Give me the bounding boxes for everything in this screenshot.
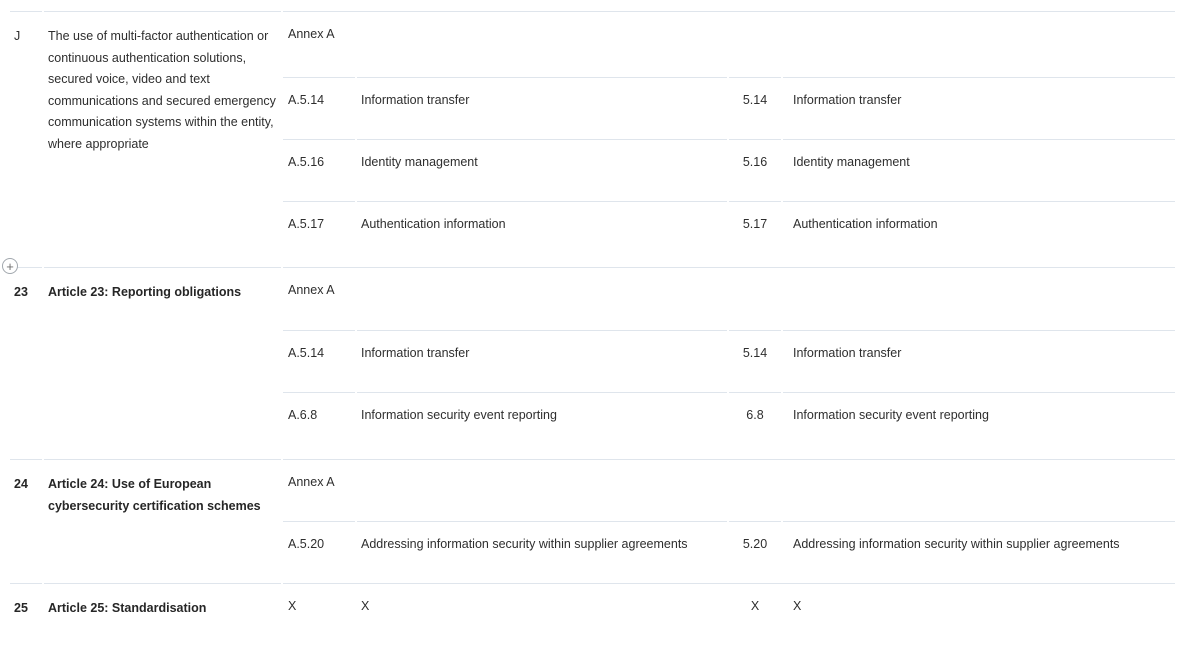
row-id: 24 [10,459,42,583]
annex-control-name: X [361,599,370,613]
article-title: Article 25: Standardisation [44,583,281,646]
iso-control-name: Information security event reporting [783,392,1175,459]
iso-code: 5.14 [729,330,781,392]
iso-code: X [750,599,760,613]
iso-control-name: Information transfer [783,330,1175,392]
iso-control-name: Authentication information [783,201,1175,267]
annex-control-name: Information transfer [357,77,727,139]
annex-code: A.5.17 [283,201,355,267]
mapping-group [283,583,1175,646]
annex-control-name: Identity management [357,139,727,201]
row-id: 25 [10,583,42,646]
row-id: 23 [10,267,42,459]
mapping-row [283,77,1175,139]
iso-control-name [783,460,1175,521]
annex-code: A.5.20 [283,521,355,583]
mapping-row [283,584,1175,646]
annex-control-name: Information security event reporting [357,392,727,459]
iso-code: 5.20 [729,521,781,583]
mapping-row [283,268,1175,330]
mapping-row [283,460,1175,521]
annex-control-name: Information transfer [357,330,727,392]
iso-code [729,268,781,330]
mapping-row [283,139,1175,201]
annex-control-name [357,460,727,521]
article-title: Article 23: Reporting obligations [44,267,281,459]
table-row [10,11,1175,267]
framework-label: Annex A [288,27,335,41]
annex-code: A.5.16 [283,139,355,201]
annex-control-name: Addressing information security within supplier agreements [357,521,727,583]
mapping-group [283,11,1175,267]
mapping-row [283,12,1175,77]
annex-control-name: Authentication information [357,201,727,267]
iso-code: 6.8 [729,392,781,459]
mapping-table [10,0,1175,646]
mapping-group [283,267,1175,459]
iso-code: 5.14 [729,77,781,139]
table-row [10,583,1175,646]
iso-control-name [783,12,1175,77]
annex-code: X [288,599,297,613]
mapping-group [283,459,1175,583]
framework-label: Annex A [288,475,335,489]
annex-control-name [357,268,727,330]
iso-code: 5.16 [729,139,781,201]
row-id: J [10,11,42,267]
iso-code: 5.17 [729,201,781,267]
annex-code: A.5.14 [283,77,355,139]
iso-control-name: Addressing information security within supplier agreements [783,521,1175,583]
iso-control-name: Information transfer [783,77,1175,139]
annex-code: A.5.14 [283,330,355,392]
annex-control-name [357,12,727,77]
plus-icon: + [6,258,14,274]
mapping-row [283,392,1175,459]
insert-row-button[interactable] [2,258,18,274]
iso-code [729,460,781,521]
iso-control-name [783,268,1175,330]
mapping-row [283,330,1175,392]
article-title: Article 24: Use of European cybersecurity certification schemes [44,459,281,583]
framework-label: Annex A [288,283,335,297]
table-row [10,459,1175,583]
iso-control-name: Identity management [783,139,1175,201]
mapping-row [283,201,1175,267]
table-row [10,267,1175,459]
iso-control-name: X [793,599,802,613]
mapping-row [283,521,1175,583]
iso-code [729,12,781,77]
annex-code: A.6.8 [283,392,355,459]
row-description: The use of multi-factor authentication or continuous authentication solutions, secured voice, video and text communications and secured emergency communication systems within the entity, where appropriate [44,11,281,267]
